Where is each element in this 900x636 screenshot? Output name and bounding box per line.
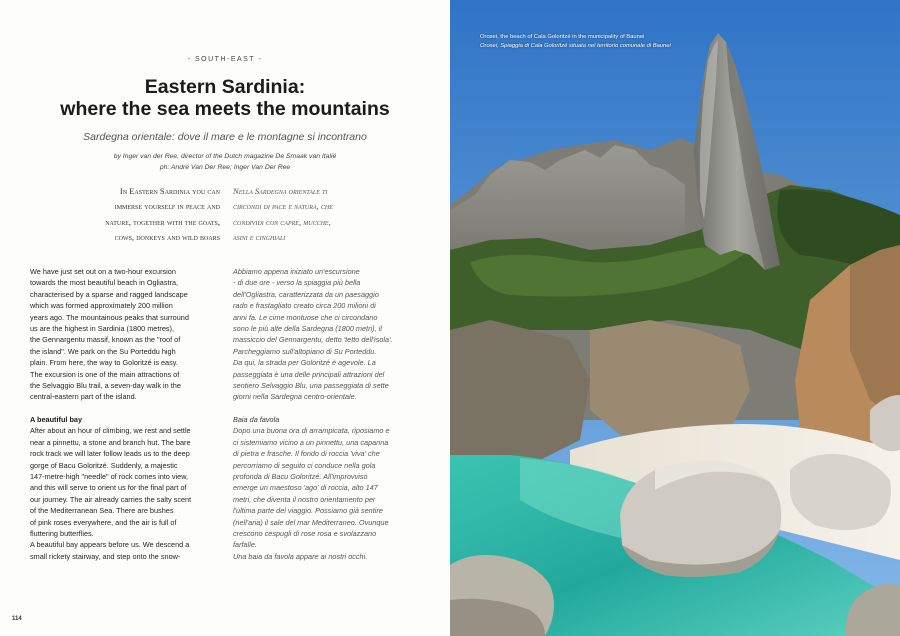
body-line-it: Una baia da favola appare ai nostri occhi. [233,551,368,561]
intro-it-line: Nella Sardegna orientale ti [233,186,328,196]
page-number: 114 [12,616,22,622]
body-line: the Gennargentu massif, known as the "roof of [30,335,181,345]
body-line-it: rado e frastagliato creato circa 200 milioni di [233,301,376,311]
body-line: us are the highest in Sardinia (1800 metres), [30,324,174,334]
italian-column [233,266,423,562]
body-line: which was formed approximately 200 million [30,301,173,311]
body-line-it: crescono cespugli di rose rosa e svolazzano [233,528,377,538]
body-line-it: passeggiata è una delle principali attrazioni del [233,369,385,379]
body-line-it: sono le più alte della Sardegna (1800 metri), il [233,324,382,334]
intro-en-line: nature, together with the goats, [105,216,220,227]
body-line: and this will serve to orient us for the final part of [30,483,187,493]
body-line-it: dell'Ogliastra, caratterizzata da un paesaggio [233,289,379,299]
title-line-1: Eastern Sardinia: [144,76,306,98]
body-line-it: Abbiamo appena iniziato un'escursione [233,267,360,276]
body-line-it: (nell'aria) il sale del mar Mediterraneo. Ovunque [233,517,389,527]
body-line-it: di pietra e frasche. Il fondo di roccia 'viva' che [233,449,380,459]
body-line: gorge of Bacu Goloritzé. Suddenly, a majestic [30,460,178,470]
intro-it-line: asini e cinghiali [233,231,286,242]
body-line: A beautiful bay appears before us. We descend a [30,540,190,550]
byline-author: by Inger van der Ree, director of the Dutch magazine De Smaak van Italië [113,153,337,160]
intro-italian [233,184,393,245]
caption-italian: Orosei, Spiaggia di Cala Goloritzé situata nel territorio comunale di Baunei [480,43,671,49]
english-column [30,266,215,562]
body-line-it: Da qui, la strada per Goloritzé è agevole. La [233,358,376,368]
body-line: of pink roses everywhere, and the air is full of [30,517,177,527]
photo-caption [480,33,671,51]
byline [60,151,390,173]
left-bluff [450,320,590,460]
title-line-2: where the sea meets the mountains [60,98,390,120]
body-line: years ago. The mountainous peaks that surround [30,312,189,322]
intro-english [70,184,220,245]
body-line: small rickety stairway, and step onto the snow- [30,551,181,561]
intro-en-line: immerse yourself in peace and [114,201,220,212]
byline-photographer: ph: André Van Der Ree; Inger Van Der Ree [159,164,291,171]
body-line-it: massiccio del Gennargentu, detto 'tetto dell'isola'. [233,335,393,345]
body-line: 147-metre-high "needle" of rock comes into view, [30,471,189,481]
intro-en-line: In Eastern Sardinia you can [119,186,220,196]
body-line-it: farfalle. [233,540,257,550]
body-line-it: l'ultima parte del viaggio. Possiamo già sentire [233,506,383,516]
body-line-it: percorriamo di seguito ci conduce nella gola [233,460,376,470]
body-line: the island". We park on the Su Porteddu high [30,346,176,356]
body-line: fluttering butterflies. [30,528,94,538]
body-line-it: - di due ore - verso la spiaggia più bella [233,278,361,288]
caption-english: Orosei, the beach of Cala Goloritzé in the municipality of Baunei [480,34,645,40]
body-line-it: sentiero Selvaggio Blu, una passeggiata di sette [233,381,389,391]
body-line-it: Dopo una buona ora di arrampicata, riposiamo e [233,426,390,436]
section-heading-en: A beautiful bay [30,414,83,424]
body-line: The excursion is one of the main attractions of [30,369,180,379]
section-heading-it: Baia da favola [233,414,280,424]
body-line-it: Parcheggiamo sull'altopiano di Su Porteddu. [233,346,377,356]
article-title [20,76,430,120]
body-line-it: emerge un maestoso 'ago' di roccia, alto 147 [233,483,378,493]
body-line-it: ci sistemiamo vicino a un pinnettu, una capanna [233,437,389,447]
body-line: plain. From here, the way to Goloritzé is easy. [30,358,178,368]
body-line-it: metri, che diventa il nostro orientamento per [233,494,376,504]
body-line: of the Mediterranean Sea. There are bushes [30,506,174,516]
section-tag: - SOUTH-EAST - [187,56,263,63]
body-line-it: giorni nella Sardegna centro-orientale. [233,392,357,402]
intro-en-line: cows, donkeys and wild boars [114,231,220,242]
body-line: rock track we will later follow leads us to the deep [30,449,190,459]
body-line: After about an hour of climbing, we rest and settle [30,426,191,436]
article-subtitle: Sardegna orientale: dove il mare e le montagne si incontrano [83,131,367,143]
photo-page [450,0,900,636]
body-line: towards the most beautiful beach in Ogliastra, [30,278,179,288]
body-line: We have just set out on a two-hour excursion [30,267,176,276]
body-line: central-eastern part of the island. [30,392,137,402]
body-line: the Selvaggio Blu trail, a seven-day walk in the [30,381,181,391]
intro-it-line: circondi di pace e natura, che [233,201,333,212]
body-line-it: anni fa. Le cime montuose che ci circondano [233,312,378,322]
body-line: our journey. The air already carries the salty scent [30,494,192,504]
body-line-it: profonda di Bacu Goloritzé. All'improvviso [233,471,368,481]
body-line: near a pinnettu, a stone and branch hut. The bare [30,437,191,447]
intro-it-line: condividi con capre, mucche, [233,216,331,227]
cala-goloritze-photo [450,0,900,636]
body-line: characterised by a sparse and ragged landscape [30,289,188,299]
